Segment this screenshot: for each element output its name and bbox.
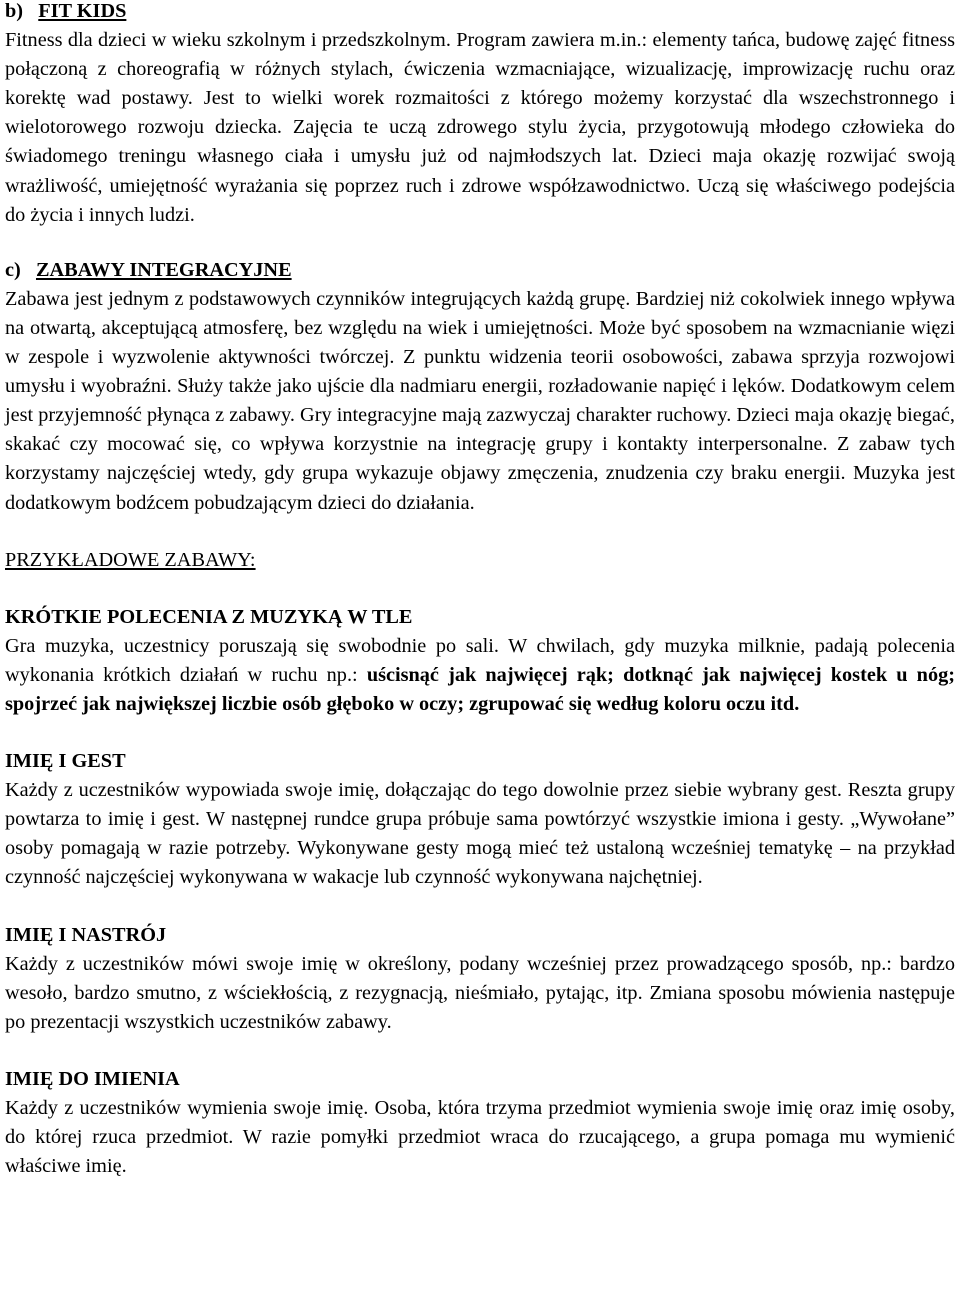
- game-body-krotkie: [5, 632, 955, 719]
- game-title-imie-do-imienia: IMIĘ DO IMIENIA: [5, 1067, 180, 1090]
- section-heading-zabawy: [5, 256, 955, 285]
- game-title-imie-gest: IMIĘ I GEST: [5, 750, 126, 773]
- document-page: [5, 0, 955, 1181]
- game-title-krotkie: KRÓTKIE POLECENIA Z MUZYKĄ W TLE: [5, 605, 413, 628]
- section-title: ZABAWY INTEGRACYJNE: [35, 258, 292, 281]
- game-title-imie-nastroj: IMIĘ I NASTRÓJ: [5, 923, 167, 946]
- spacer: [5, 518, 955, 546]
- spacer: [5, 575, 955, 603]
- section-letter: c): [5, 258, 21, 281]
- game-body-imie-gest: Każdy z uczestników wypowiada swoje imię, dołączając do tego dowolnie przez siebie wybrany gest. Reszta grupy powtarza to imię i gest. W następnej rundce grupa próbuje sama powtórzyć wszystkie imiona i gesty. „Wywołane” osoby pomagają w razie potrzeby. Wykonywane gesty mogą mieć też ustaloną wcześniej tematykę – na przykład czynność najczęściej wykonywana w wakacje lub czynność wykonywana najchętniej.: [5, 779, 955, 889]
- section-body-zabawy: Zabawa jest jednym z podstawowych czynników integrujących każdą grupę. Bardziej niż cokolwiek innego wpływa na otwartą, akceptującą atmosferę, bez względu na wiek i umiejętności. Może być sposobem na wzmacnianie więzi w zespole i wyzwolenie aktywności twórczej. Z punktu widzenia teorii osobowości, zabawa sprzyja rozwojowi umysłu i wyobraźni. Służy także jako ujście dla nadmiaru energii, rozładowanie napięć i lęków. Dodatkowym celem jest przyjemność płynąca z zabawy. Gry integracyjne mają zazwyczaj charakter ruchowy. Dzieci maja okazję biegać, skakać czy mocować się, co wpływa korzystnie na integrację grupy i kontakty interpersonalne. Z zabaw tych korzystamy najczęściej wtedy, gdy grupa wykazuje objawy zmęczenia, znudzenia czy braku energii. Muzyka jest dodatkowym bodźcem pobudzającym dzieci do działania.: [5, 287, 955, 514]
- section-heading-fit-kids: [5, 0, 955, 26]
- game-body-imie-nastroj: Każdy z uczestników mówi swoje imię w określony, podany wcześniej przez prowadzącego sposób, np.: bardzo wesoło, bardzo smutno, z wściekłością, z rezygnacją, nieśmiało, pytając, itp. Zmiana sposobu mówienia następuje po prezentacji wszystkich uczestników zabawy.: [5, 952, 955, 1033]
- spacer: [5, 230, 955, 256]
- game-body-bold: uścisnąć jak najwięcej rąk; dotknąć jak najwięcej kostek u nóg; spojrzeć jak największej liczbie osób głęboko w oczy; zgrupować się według koloru oczu itd.: [5, 663, 955, 715]
- section-title: FIT KIDS: [38, 0, 127, 22]
- spacer: [5, 1037, 955, 1065]
- examples-heading: PRZYKŁADOWE ZABAWY:: [5, 548, 256, 571]
- section-letter: b): [5, 0, 24, 22]
- game-body-imie-do-imienia: Każdy z uczestników wymienia swoje imię. Osoba, która trzyma przedmiot wymienia swoje imię oraz imię osoby, do której rzuca przedmiot. W razie pomyłki przedmiot wraca do rzucającego, a grupa pomaga mu wymienić właściwe imię.: [5, 1097, 955, 1178]
- section-body-fit-kids: Fitness dla dzieci w wieku szkolnym i przedszkolnym. Program zawiera m.in.: elementy tańca, budowę zajęć fitness połączoną z choreografią w różnych stylach, ćwiczenia wzmacniające, wizualizację, improwizację ruchu oraz korektę wad postawy. Jest to wielki worek rozmaitości z którego możemy korzystać dla wszechstronnego i wielotorowego rozwoju dziecka. Zajęcia te uczą zdrowego stylu życia, przygotowują młodego człowieka do świadomego treningu własnego ciała i umysłu już od najmłodszych lat. Dzieci maja okazję rozwijać swoją wrażliwość, umiejętność wyrażania się poprzez ruch i zdrowe współzawodnictwo. Uczą się właściwego podejścia do życia i innych ludzi.: [5, 29, 955, 226]
- spacer: [5, 719, 955, 747]
- spacer: [5, 893, 955, 921]
- game-body-plain: Gra muzyka, uczestnicy poruszają się swobodnie po sali. W chwilach, gdy muzyka milknie, padają polecenia wykonania krótkich działań w ruchu np.:: [5, 634, 955, 686]
